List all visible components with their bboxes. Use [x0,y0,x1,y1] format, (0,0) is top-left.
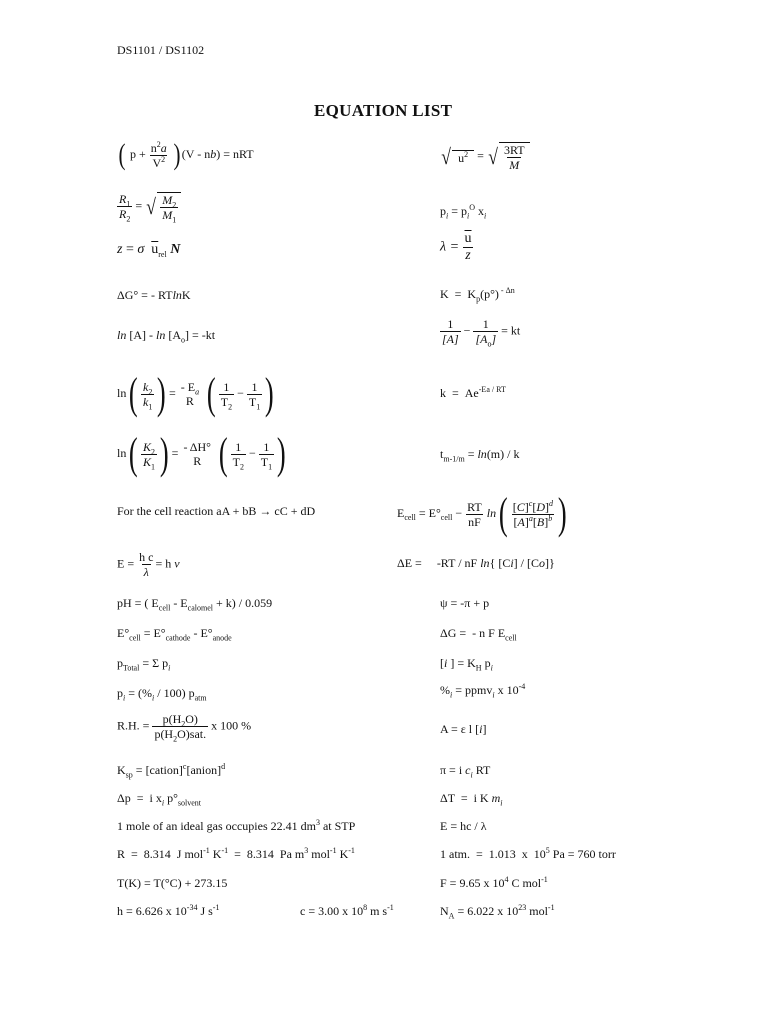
beer-lambert-law: A = ε l [i] [440,722,487,736]
vapor-pressure-lowering: Δp = i $x_i$ $p^\circ_{solvent}$ [117,791,201,808]
planck-constant: h = 6.626 x $10^{-34}$ J $s^{-1}$ [117,903,220,918]
ideal-gas-volume: 1 mole of an ideal gas occupies 22.41 $dm^3$ at STP [117,818,356,833]
mean-free-path: λ = $\frac{\overline{u}}{z}$ [440,231,472,263]
relative-humidity: R.H. = $\frac{p(H_2O)}{p(H_2O)sat.}$ x 100 % [117,712,252,744]
water-potential: ψ = -π + p [440,596,490,610]
speed-of-light: c = 3.00 x $10^8$ m $s^{-1}$ [300,903,394,918]
graham-law: $\frac{R_1}{R_2}$ = √ $\frac{M_2}{M_1}$ [117,192,181,221]
gibbs-equation: ΔG° = - RTlnK [117,288,191,302]
gibbs-cell: ΔG = - n F $E_{cell}$ [440,626,517,643]
faraday-constant: F = 9.65 x $10^4$ C mol$^{-1}$ [440,875,548,890]
collision-frequency: z = σ $\overline{u}_{rel}$ N [117,242,181,259]
planck-relation: E = $\frac{\text{h c}}{\lambda}$ = h ν [117,550,180,579]
van-der-waals-equation: ( p + $\frac{n^2a}{V^2}$ ) (V - nb) = nRT [118,138,254,171]
colligative-temperature: ΔT = i K $m_i$ [440,791,503,808]
kp-kc-relation: $K = K_p(p^\circ)$ $^{- \Delta n}$ [440,286,515,304]
ppm-conversion: $\%_i$ = ppmv$_i$ x $10^{-4}$ [440,682,526,700]
raoult-law: $p_i = p_i^O$ $x_i$ [440,203,487,221]
cell-reaction: For the cell reaction aA + bB → cC + dD [117,504,316,518]
nernst-equation: $E_{cell} = E^\circ_{cell}$ − $\frac{RT}{nF}$ ln( $\frac{[C]^c[D]^d}{[A]^a[B]^b}$ ) [397,489,567,538]
solubility-product: $K_{sp}$ = [cation]$^c$[anion]$^d$ [117,762,226,780]
partial-pressure: $p_i = (\%_i / 100)$ $p_{atm}$ [117,686,207,703]
arrhenius-two-point: ln( $\frac{k_2}{k_1}$ ) = - $E_a$ R ( $\frac{1}{T_2}$ − $\frac{1}{T_1}$ ) [117,369,274,418]
vant-hoff-equation: ln( $\frac{K_2}{K_1}$ ) = - ΔH° R ( $\frac{1}{T_2}$ − $\frac{1}{T_1}$ ) [117,429,286,478]
first-order-rate: $\ln [A] - \ln [A_o] = -kt$ [117,328,216,345]
rms-speed: √ $u^2$ = √ $\frac{3RT}{M}$ [440,142,530,171]
atmosphere-conversion: 1 atm. = 1.013 x $10^5$ Pa = 760 torr [440,846,616,861]
membrane-potential: ΔE = -RT / nF ln{ [Ci] / [Co]} [397,556,555,570]
osmotic-pressure: π = i $c_i$ RT [440,763,491,780]
gas-constant: R = 8.314 J mol$^{-1}$ $K^{-1} = 8.314$ Pa $m^3$ mol$^{-1}$ $K^{-1}$ [117,846,355,861]
photon-energy: E = hc / λ [440,819,487,833]
dalton-law: $p_{Total} = \Sigma$ $p_i$ [117,656,171,673]
document-code: DS1101 / DS1102 [117,43,205,57]
standard-cell-potential: $E^\circ_{cell} = E^\circ_{cathode} - E^\circ_{anode}$ [117,626,232,643]
page-title: EQUATION LIST [314,101,453,120]
arrhenius-equation: $k = Ae^{-Ea / RT}$ [440,385,506,400]
temperature-conversion: T(K) = T(°C) + 273.15 [117,876,228,890]
second-order-rate: $\frac{1}{[A]}$ − $\frac{1}{[A_o]}$ = kt [442,317,521,349]
avogadro-constant: $N_A = 6.022$ x $10^{23}$ mol$^{-1}$ [440,903,555,921]
henry-law: [i ] = $K_H$ $p_i$ [440,656,493,673]
ph-equation: pH = ( $E_{cell} - E_{calomel} + k) / 0.059$ [117,596,273,613]
fractional-life: $t_{m-1/m} = \ln(m) / k$ [440,447,520,464]
